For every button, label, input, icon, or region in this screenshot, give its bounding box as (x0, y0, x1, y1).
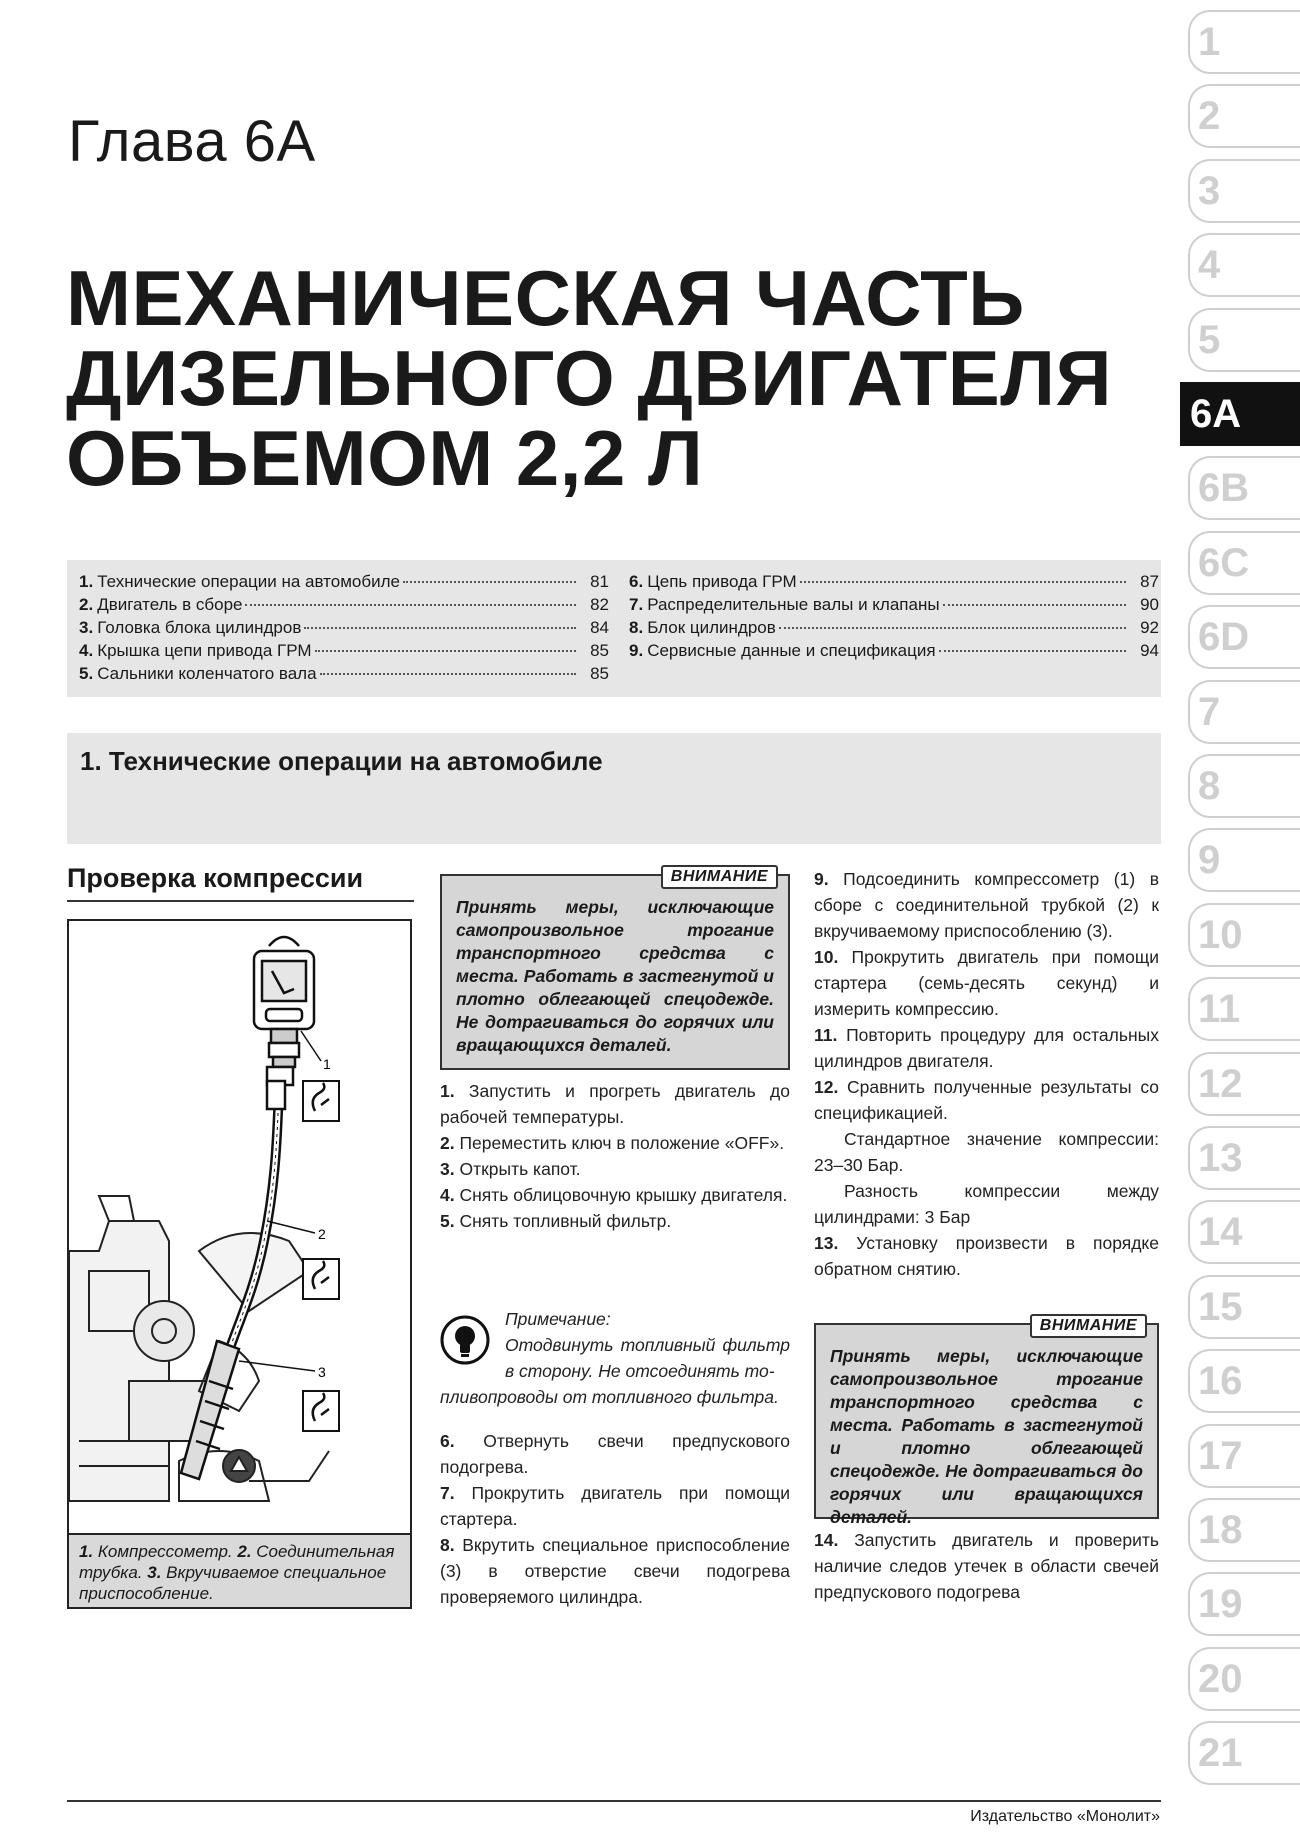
step-item: 4. Снять облицовочную крышку двигателя. (440, 1185, 788, 1205)
toc-page: 85 (590, 641, 609, 660)
chapter-label: Глава 6А (68, 109, 316, 174)
chapter-title-line: ОБЪЕМОМ 2,2 Л (66, 414, 704, 502)
spec-standard: Стандартное значение компрессии: 23–30 Бар. (814, 1129, 1159, 1175)
chapter-tab[interactable]: 7 (1188, 680, 1300, 744)
chapter-tab[interactable]: 14 (1188, 1200, 1300, 1264)
toc-title: Двигатель в сборе (97, 595, 243, 614)
chapter-tab[interactable]: 12 (1188, 1052, 1300, 1116)
step-item: 8. Вкрутить специальное приспособление (3) в отверстие свечи подогрева проверяемого цилиндра. (440, 1535, 790, 1607)
toc-number: 6. (629, 572, 644, 591)
step-item: 6. Отвернуть свечи предпускового подогрева. (440, 1431, 790, 1477)
toc-title: Головка блока цилиндров (97, 618, 302, 637)
toc-page: 85 (590, 664, 609, 683)
toc-number: 8. (629, 618, 644, 637)
note-text-continued: пливопроводы от топливного фильтра. (440, 1387, 779, 1407)
warning-box (814, 1317, 1159, 1527)
subsection-title: Проверка компрессии (67, 863, 364, 893)
steps-column-2b (440, 1428, 790, 1610)
toc-number: 1. (79, 572, 94, 591)
toc-leader (245, 604, 576, 606)
toc-item[interactable] (629, 570, 1159, 593)
caption-number: 1. (79, 1542, 94, 1561)
chapter-tab[interactable]: 1 (1188, 10, 1300, 74)
toc-page: 81 (590, 572, 609, 591)
spec-difference: Разность компрессии между цилиндрами: 3 Бар (814, 1181, 1159, 1227)
chapter-tab[interactable]: 18 (1188, 1498, 1300, 1562)
toc-item[interactable] (629, 639, 1159, 662)
chapter-tab[interactable]: 16 (1188, 1349, 1300, 1413)
warning-text: Принять меры, исключающие самопроизвольное трогание транспортного средства с места. Работать в застегнутой и плотно облегающей спецодежде. Не дотрагиваться до горячих или вращающихся деталей. (830, 1346, 1143, 1527)
caption-text: Соединительная трубка. (79, 1542, 395, 1582)
chapter-tabs (1180, 0, 1300, 1839)
toc-leader (304, 627, 576, 629)
chapter-tab[interactable]: 17 (1188, 1424, 1300, 1488)
compression-gauge-illustration (69, 921, 410, 1531)
toc-item[interactable] (629, 616, 1159, 639)
chapter-title (66, 254, 1146, 502)
section-band (67, 733, 1161, 844)
toc-leader (320, 673, 576, 675)
caption-number: 3. (147, 1563, 162, 1582)
step-item: 10. Прокрутить двигатель при помощи стартера (семь-десять секунд) и измерить компрессию. (814, 947, 1159, 1019)
callout-1: 1 (323, 1056, 331, 1072)
toc-leader (943, 604, 1126, 606)
caption-number: 2. (237, 1542, 252, 1561)
warning-tag: ВНИМАНИЕ (661, 865, 778, 889)
tool-icon-2 (303, 1259, 339, 1299)
section-title: 1. Технические операции на автомобиле (80, 746, 603, 776)
tool-icon-3 (303, 1391, 339, 1431)
chapter-tab[interactable]: 10 (1188, 903, 1300, 967)
toc-item[interactable] (79, 593, 609, 616)
toc-column-left (79, 570, 609, 685)
toc-title: Сальники коленчатого вала (97, 664, 317, 683)
toc-page: 92 (1140, 618, 1159, 637)
toc-leader (403, 581, 576, 583)
toc-page: 82 (590, 595, 609, 614)
toc-page: 84 (590, 618, 609, 637)
toc-page: 87 (1140, 572, 1159, 591)
toc-item[interactable] (79, 662, 609, 685)
warning-box (440, 868, 790, 1070)
toc-leader (800, 581, 1126, 583)
chapter-tab[interactable]: 9 (1188, 828, 1300, 892)
publisher-credit: Издательство «Монолит» (970, 1808, 1160, 1825)
step-item: 9. Подсоединить компрессометр (1) в сборе с соединительной трубкой (2) к вкручиваемому приспособлению (3). (814, 869, 1159, 941)
toc-number: 5. (79, 664, 94, 683)
toc-number: 4. (79, 641, 94, 660)
toc-item[interactable] (629, 593, 1159, 616)
toc-title: Технические операции на автомобиле (97, 572, 400, 591)
chapter-tab[interactable]: 6C (1188, 531, 1300, 595)
chapter-title-line: ДИЗЕЛЬНОГО ДВИГАТЕЛЯ (66, 334, 1113, 422)
step-item: 13. Установку произвести в порядке обратном снятию. (814, 1233, 1159, 1279)
note-text: Отодвинуть топливный фильтр в сторону. Не отсоединять то- (505, 1335, 790, 1381)
toc-column-right (629, 570, 1159, 662)
steps-column-3a (814, 866, 1159, 1282)
chapter-tab[interactable]: 21 (1188, 1721, 1300, 1785)
chapter-tab[interactable]: 15 (1188, 1275, 1300, 1339)
chapter-tab[interactable]: 5 (1188, 308, 1300, 372)
chapter-tab[interactable]: 4 (1188, 233, 1300, 297)
toc-title: Крышка цепи привода ГРМ (97, 641, 312, 660)
footer-rule (67, 1800, 1161, 1802)
toc-leader (939, 650, 1126, 652)
chapter-tab[interactable]: 2 (1188, 84, 1300, 148)
toc-title: Блок цилиндров (647, 618, 776, 637)
step-item: 1. Запустить и прогреть двигатель до рабочей температуры. (440, 1081, 790, 1127)
warning-tag: ВНИМАНИЕ (1030, 1314, 1147, 1338)
warning-text: Принять меры, исключающие самопроизвольное трогание транспортного средства с места. Работать в застегнутой и плотно облегающей спецодежде. Не дотрагиваться до горячих или вращающихся деталей. (456, 897, 774, 1055)
toc-item[interactable] (79, 570, 609, 593)
chapter-tab[interactable]: 6B (1188, 456, 1300, 520)
step-item: 3. Открыть капот. (440, 1159, 581, 1179)
callout-3: 3 (318, 1364, 326, 1380)
subsection-underline (67, 900, 414, 902)
table-of-contents (67, 560, 1161, 697)
toc-page: 90 (1140, 595, 1159, 614)
figure-caption (67, 1533, 412, 1609)
tool-icon-1 (303, 1081, 339, 1121)
compression-test-figure (67, 919, 412, 1609)
chapter-tab[interactable]: 6A (1180, 382, 1300, 446)
step-item: 12. Сравнить полученные результаты со спецификацией. (814, 1077, 1159, 1123)
chapter-tab[interactable]: 19 (1188, 1572, 1300, 1636)
steps-column-2a (440, 1078, 790, 1234)
toc-title: Сервисные данные и спецификация (647, 641, 936, 660)
chapter-tab[interactable]: 20 (1188, 1647, 1300, 1711)
step-item: 11. Повторить процедуру для остальных цилиндров двигателя. (814, 1025, 1159, 1071)
callout-2: 2 (318, 1226, 326, 1242)
step-item: 5. Снять топливный фильтр. (440, 1211, 672, 1231)
chapter-tab[interactable]: 3 (1188, 159, 1300, 223)
step-item: 7. Прокрутить двигатель при помощи стартера. (440, 1483, 790, 1529)
chapter-tab[interactable]: 13 (1188, 1126, 1300, 1190)
note-block (440, 1306, 790, 1410)
toc-number: 7. (629, 595, 644, 614)
toc-number: 9. (629, 641, 644, 660)
caption-text: Компрессометр. (93, 1542, 238, 1561)
caption-text: Вкручиваемое специальное приспособление. (79, 1563, 387, 1603)
toc-leader (315, 650, 576, 652)
toc-item[interactable] (79, 616, 609, 639)
step-item: 14. Запустить двигатель и проверить наличие следов утечек в области свечей предпускового подогрева (814, 1530, 1159, 1602)
toc-item[interactable] (79, 639, 609, 662)
toc-leader (779, 627, 1126, 629)
note-heading: Примечание: (505, 1309, 611, 1329)
toc-page: 94 (1140, 641, 1159, 660)
toc-title: Распределительные валы и клапаны (647, 595, 940, 614)
chapter-tab[interactable]: 6D (1188, 605, 1300, 669)
chapter-tab[interactable]: 8 (1188, 754, 1300, 818)
step-item: 2. Переместить ключ в положение «OFF». (440, 1133, 785, 1153)
toc-number: 2. (79, 595, 94, 614)
steps-column-3b (814, 1527, 1159, 1605)
toc-number: 3. (79, 618, 94, 637)
chapter-tab[interactable]: 11 (1188, 977, 1300, 1041)
toc-title: Цепь привода ГРМ (647, 572, 797, 591)
chapter-title-line: МЕХАНИЧЕСКАЯ ЧАСТЬ (66, 254, 1025, 342)
